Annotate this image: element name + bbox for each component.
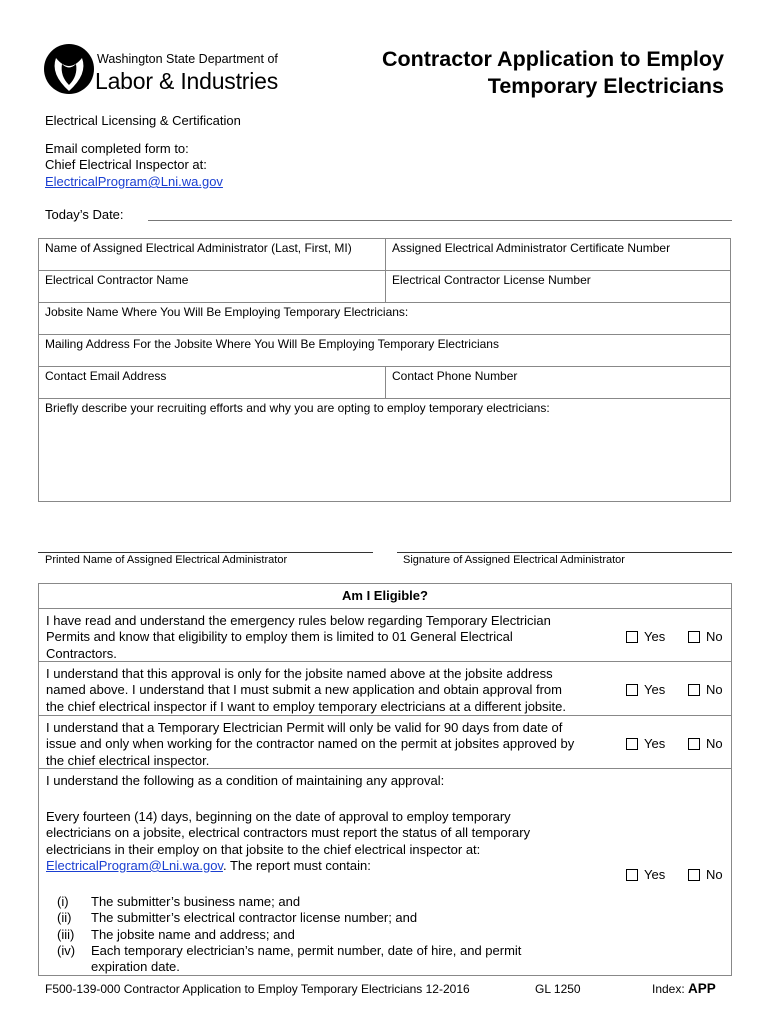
date-label: Today’s Date:	[45, 207, 124, 222]
checkbox-icon	[626, 869, 638, 881]
eligibility-row-2: I understand that this approval is only for the jobsite named above at the jobsite address named above. I understand that I must submit a new application and obtain approval from the chief electrical inspector if I want to employ temporary electricians at a different jobsite.	[46, 666, 567, 714]
org-name-line2: Labor & Industries	[95, 68, 279, 94]
row2-no-checkbox[interactable]: No	[688, 682, 723, 697]
list-item: (iv) Each temporary electrician’s name, permit number, date of hire, and permit	[57, 942, 522, 958]
eligibility-row-4-paragraph: Every fourteen (14) days, beginning on the date of approval to employ temporary electricians on a jobsite, electrical contractors must report the status of all temporary electricians in their employ on that jobsite to the chief electrical inspector at: ElectricalProgram@Lni.wa.gov. The report must contain:	[46, 809, 531, 873]
row3-yes-checkbox[interactable]: Yes	[626, 736, 665, 751]
signature-line[interactable]	[397, 552, 732, 553]
admin-name-field[interactable]: Name of Assigned Electrical Administrator (Last, First, MI)	[45, 241, 352, 255]
date-field[interactable]	[148, 220, 732, 221]
checkbox-icon	[688, 869, 700, 881]
eligibility-row-1: I have read and understand the emergency rules below regarding Temporary Electrician Permits and know that eligibility to employ them is limited to 01 General Electrical Contractors.	[46, 613, 551, 661]
agency-logo	[44, 44, 279, 100]
checkbox-icon	[688, 631, 700, 643]
contractor-license-field[interactable]: Electrical Contractor License Number	[392, 273, 591, 287]
row1-no-checkbox[interactable]: No	[688, 629, 723, 644]
application-form-table	[38, 238, 731, 502]
mailing-address-field[interactable]: Mailing Address For the Jobsite Where You Will Be Employing Temporary Electricians	[45, 337, 499, 351]
email-instruction-2: Chief Electrical Inspector at:	[45, 157, 207, 172]
recruiting-description-field[interactable]: Briefly describe your recruiting efforts and why you are opting to employ temporary electricians:	[45, 401, 550, 415]
row2-yes-checkbox[interactable]: Yes	[626, 682, 665, 697]
report-email-link[interactable]: ElectricalProgram@Lni.wa.gov	[46, 857, 223, 873]
jobsite-name-field[interactable]: Jobsite Name Where You Will Be Employing Temporary Electricians:	[45, 305, 409, 319]
eligibility-row-4-intro: I understand the following as a condition of maintaining any approval:	[46, 773, 445, 788]
li-logo-icon	[44, 44, 94, 94]
title-line1: Contractor Application to Employ	[381, 47, 724, 71]
index-code: Index: APP	[652, 981, 716, 996]
title-line2: Temporary Electricians	[487, 74, 724, 98]
list-item-continuation: expiration date.	[91, 959, 180, 975]
eligibility-heading: Am I Eligible?	[342, 588, 428, 603]
printed-name-line[interactable]	[38, 552, 373, 553]
row1-yes-checkbox[interactable]: Yes	[626, 629, 665, 644]
checkbox-icon	[626, 684, 638, 696]
gl-code: GL 1250	[535, 982, 581, 996]
document-title	[382, 46, 724, 100]
list-item: (iii) The jobsite name and address; and	[57, 926, 295, 942]
checkbox-icon	[688, 684, 700, 696]
row3-no-checkbox[interactable]: No	[688, 736, 723, 751]
report-requirements-list	[57, 894, 521, 975]
signature-label: Signature of Assigned Electrical Administrator	[403, 554, 625, 566]
row4-yes-checkbox[interactable]: Yes	[626, 867, 665, 882]
checkbox-icon	[626, 631, 638, 643]
email-link[interactable]: ElectricalProgram@Lni.wa.gov	[45, 174, 223, 189]
eligibility-table	[38, 583, 732, 976]
checkbox-icon	[626, 738, 638, 750]
printed-name-label: Printed Name of Assigned Electrical Administrator	[45, 554, 288, 566]
row4-no-checkbox[interactable]: No	[688, 867, 723, 882]
section-label: Electrical Licensing & Certification	[45, 113, 241, 128]
org-name-line1: Washington State Department of	[97, 52, 278, 66]
checkbox-icon	[688, 738, 700, 750]
contractor-name-field[interactable]: Electrical Contractor Name	[45, 273, 189, 287]
form-identifier: F500-139-000 Contractor Application to Employ Temporary Electricians 12-2016	[45, 982, 470, 996]
list-item: (ii) The submitter’s electrical contractor license number; and	[57, 910, 418, 926]
list-item: (i) The submitter’s business name; and	[57, 894, 301, 909]
email-instruction-1: Email completed form to:	[45, 141, 189, 156]
admin-cert-field[interactable]: Assigned Electrical Administrator Certificate Number	[392, 241, 671, 255]
contact-phone-field[interactable]: Contact Phone Number	[392, 369, 518, 383]
contact-email-field[interactable]: Contact Email Address	[45, 369, 167, 383]
eligibility-row-3: I understand that a Temporary Electrician Permit will only be valid for 90 days from date of issue and only when working for the contractor named on the permit at jobsites approved by the chief electrical inspector.	[46, 720, 575, 768]
